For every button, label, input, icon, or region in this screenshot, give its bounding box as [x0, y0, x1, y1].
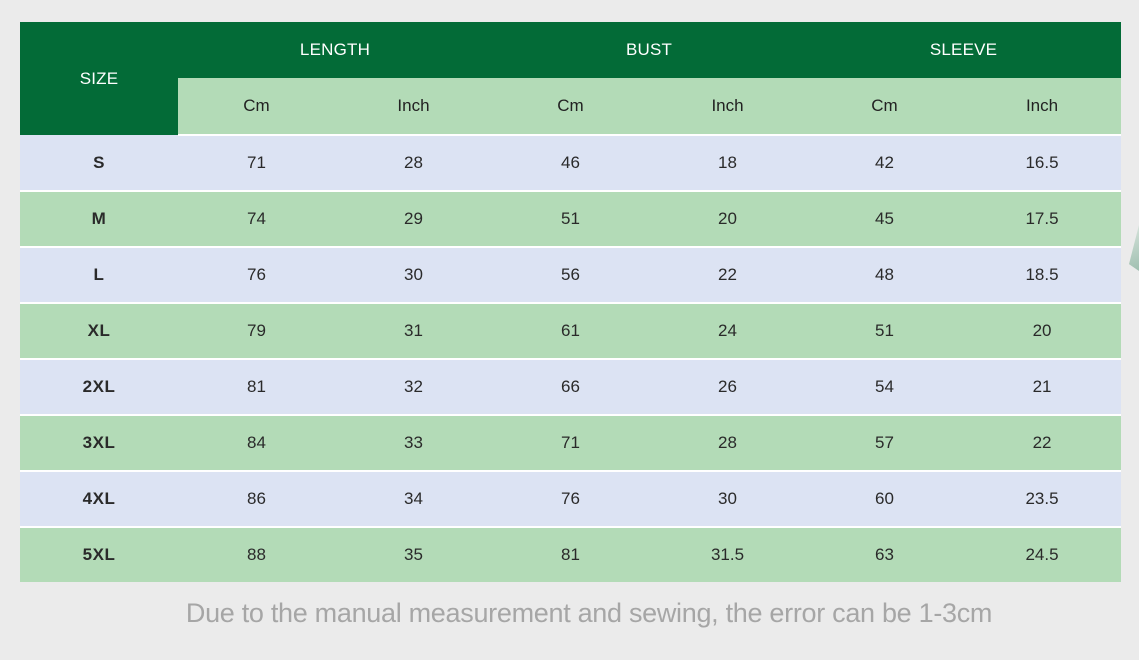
- bust-cm-cell: 46: [492, 135, 649, 191]
- unit-header: Cm: [178, 78, 335, 135]
- sleeve-cm-cell: 48: [806, 247, 963, 303]
- size-cell: XL: [20, 303, 178, 359]
- length-inch-cell: 35: [335, 527, 492, 582]
- size-cell: S: [20, 135, 178, 191]
- unit-header: Inch: [335, 78, 492, 135]
- sleeve-cm-cell: 45: [806, 191, 963, 247]
- bust-cm-cell: 56: [492, 247, 649, 303]
- table-row: [20, 415, 1121, 471]
- bust-cm-cell: 51: [492, 191, 649, 247]
- unit-header: Inch: [649, 78, 806, 135]
- bust-inch-cell: 28: [649, 415, 806, 471]
- table-row: [20, 527, 1121, 582]
- size-cell: 2XL: [20, 359, 178, 415]
- bust-inch-cell: 24: [649, 303, 806, 359]
- bust-inch-cell: 18: [649, 135, 806, 191]
- header-row-groups: [20, 22, 1121, 78]
- sleeve-inch-cell: 22: [963, 415, 1121, 471]
- bust-inch-cell: 31.5: [649, 527, 806, 582]
- sleeve-cm-cell: 63: [806, 527, 963, 582]
- length-inch-cell: 30: [335, 247, 492, 303]
- length-inch-cell: 28: [335, 135, 492, 191]
- size-cell: 5XL: [20, 527, 178, 582]
- sleeve-cm-cell: 42: [806, 135, 963, 191]
- sleeve-cm-cell: 54: [806, 359, 963, 415]
- table-row: [20, 471, 1121, 527]
- length-group-header: LENGTH: [178, 22, 492, 78]
- sleeve-inch-cell: 23.5: [963, 471, 1121, 527]
- size-cell: M: [20, 191, 178, 247]
- length-cm-cell: 79: [178, 303, 335, 359]
- length-cm-cell: 88: [178, 527, 335, 582]
- bust-cm-cell: 76: [492, 471, 649, 527]
- bust-group-header: BUST: [492, 22, 806, 78]
- size-column-header: SIZE: [20, 22, 178, 135]
- sleeve-inch-cell: 24.5: [963, 527, 1121, 582]
- bust-inch-cell: 22: [649, 247, 806, 303]
- length-inch-cell: 31: [335, 303, 492, 359]
- header-row-units: [20, 78, 1121, 135]
- sleeve-cm-cell: 60: [806, 471, 963, 527]
- table-row: [20, 191, 1121, 247]
- bust-inch-cell: 20: [649, 191, 806, 247]
- unit-header: Cm: [806, 78, 963, 135]
- table-row: [20, 359, 1121, 415]
- length-inch-cell: 34: [335, 471, 492, 527]
- bust-cm-cell: 81: [492, 527, 649, 582]
- length-cm-cell: 76: [178, 247, 335, 303]
- length-cm-cell: 84: [178, 415, 335, 471]
- size-cell: L: [20, 247, 178, 303]
- sleeve-group-header: SLEEVE: [806, 22, 1121, 78]
- unit-header: Inch: [963, 78, 1121, 135]
- sleeve-cm-cell: 51: [806, 303, 963, 359]
- size-cell: 3XL: [20, 415, 178, 471]
- length-cm-cell: 71: [178, 135, 335, 191]
- bust-inch-cell: 26: [649, 359, 806, 415]
- table-row: [20, 135, 1121, 191]
- bust-cm-cell: 61: [492, 303, 649, 359]
- size-chart-table: [20, 22, 1121, 582]
- table-row: [20, 247, 1121, 303]
- size-cell: 4XL: [20, 471, 178, 527]
- sleeve-inch-cell: 20: [963, 303, 1121, 359]
- sleeve-inch-cell: 16.5: [963, 135, 1121, 191]
- bust-inch-cell: 30: [649, 471, 806, 527]
- length-inch-cell: 29: [335, 191, 492, 247]
- length-cm-cell: 86: [178, 471, 335, 527]
- length-cm-cell: 74: [178, 191, 335, 247]
- table-row: [20, 303, 1121, 359]
- edge-decoration: [1129, 225, 1139, 271]
- bust-cm-cell: 71: [492, 415, 649, 471]
- length-cm-cell: 81: [178, 359, 335, 415]
- sleeve-inch-cell: 17.5: [963, 191, 1121, 247]
- sleeve-cm-cell: 57: [806, 415, 963, 471]
- unit-header: Cm: [492, 78, 649, 135]
- length-inch-cell: 33: [335, 415, 492, 471]
- bust-cm-cell: 66: [492, 359, 649, 415]
- measurement-error-note: Due to the manual measurement and sewing, the error can be 1-3cm: [185, 598, 993, 628]
- length-inch-cell: 32: [335, 359, 492, 415]
- sleeve-inch-cell: 18.5: [963, 247, 1121, 303]
- sleeve-inch-cell: 21: [963, 359, 1121, 415]
